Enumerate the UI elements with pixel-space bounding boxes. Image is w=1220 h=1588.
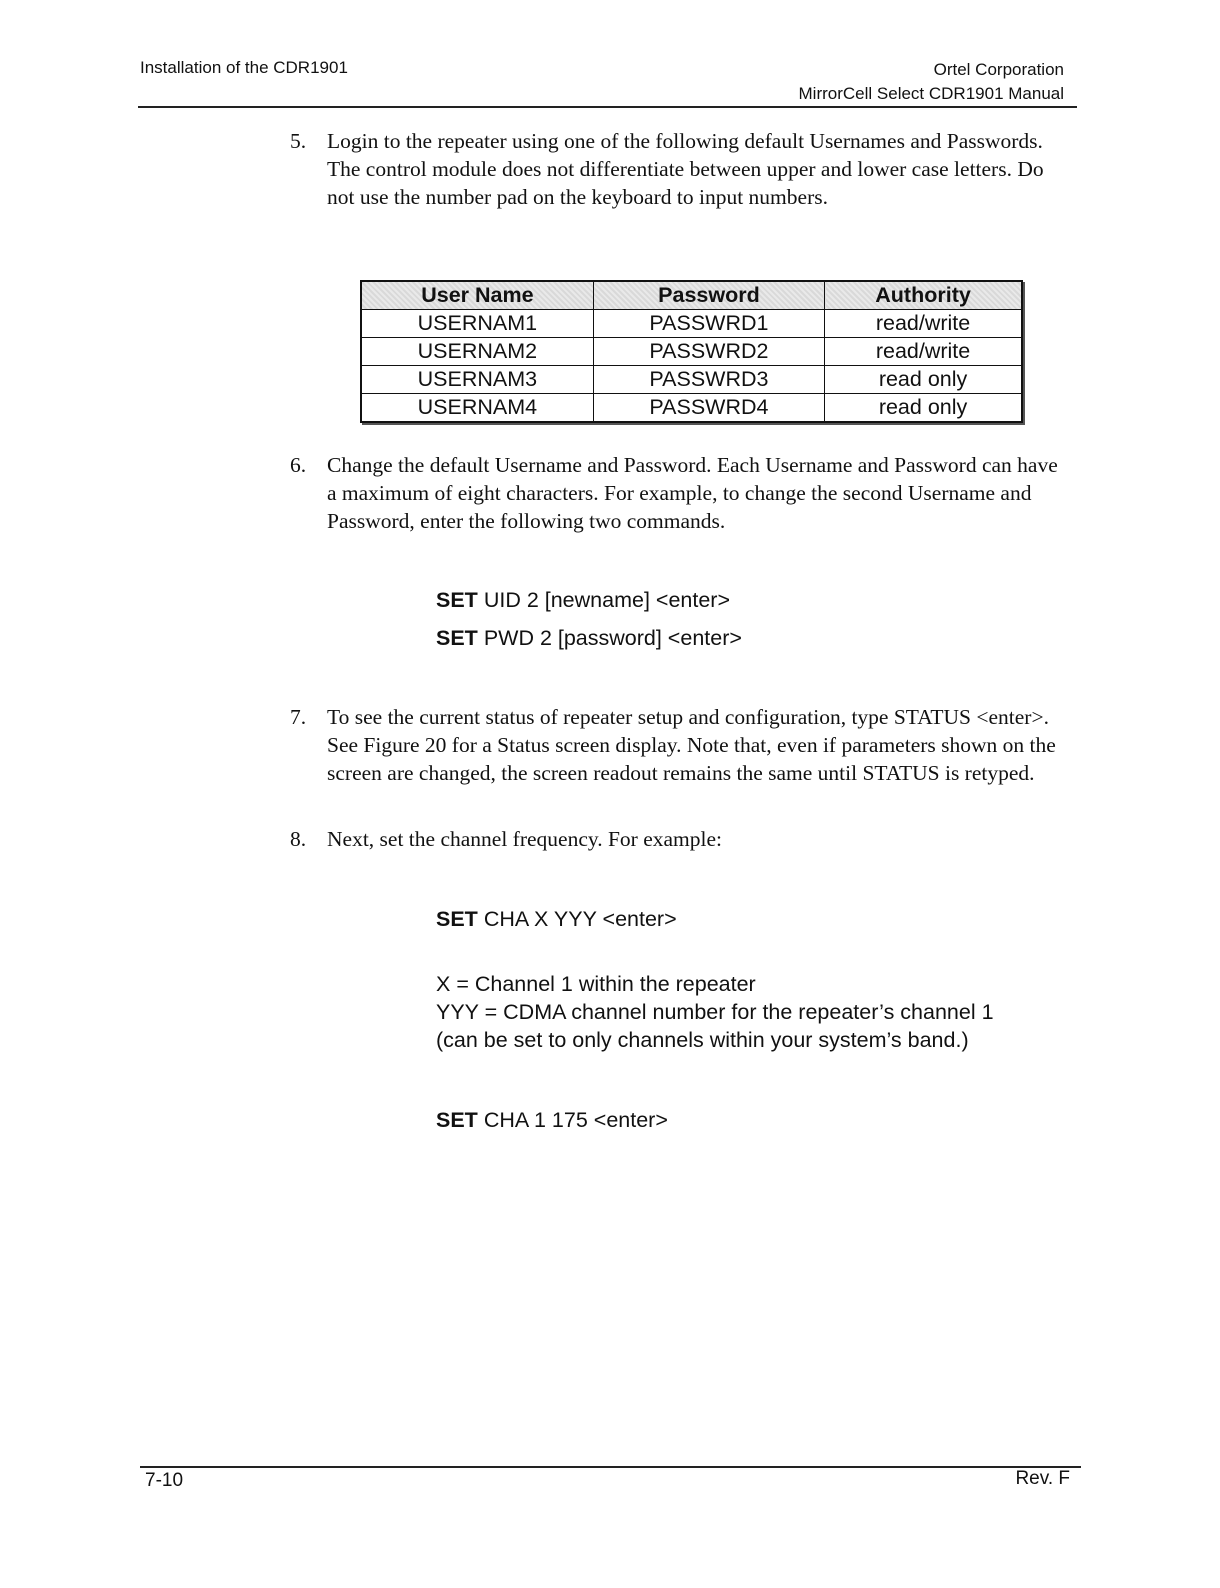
cell-authority: read/write bbox=[825, 310, 1022, 338]
command-set-pwd bbox=[436, 624, 742, 652]
cell-username: USERNAM2 bbox=[361, 338, 593, 366]
step-number: 8. bbox=[290, 827, 307, 851]
command-args: UID 2 [newname] <enter> bbox=[483, 588, 731, 612]
header-company: Ortel Corporation bbox=[933, 60, 1064, 79]
column-header-authority: Authority bbox=[825, 281, 1022, 310]
credentials-table bbox=[360, 280, 1023, 423]
table-row bbox=[361, 366, 1022, 394]
column-header-password: Password bbox=[593, 281, 824, 310]
header-divider bbox=[138, 106, 1077, 108]
cell-password: PASSWRD2 bbox=[593, 338, 824, 366]
table-row bbox=[361, 394, 1022, 423]
cell-authority: read only bbox=[825, 394, 1022, 423]
column-header-user-name: User Name bbox=[361, 281, 593, 310]
step-text: Login to the repeater using one of the following default Usernames and Passwords. The control module does not differentiate between upper and lower case letters. Do not use the number pad on the keyboard to input numbers. bbox=[327, 129, 1044, 209]
cell-password: PASSWRD3 bbox=[593, 366, 824, 394]
note-band: (can be set to only channels within your system’s band.) bbox=[436, 1028, 969, 1052]
command-set-uid bbox=[436, 586, 730, 614]
step-text: Next, set the channel frequency. For example: bbox=[327, 827, 723, 851]
command-args: PWD 2 [password] <enter> bbox=[483, 626, 742, 650]
cell-password: PASSWRD1 bbox=[593, 310, 824, 338]
footer-divider bbox=[140, 1466, 1081, 1468]
command-args: CHA 1 175 <enter> bbox=[483, 1108, 668, 1132]
command-set-cha-template bbox=[436, 905, 677, 933]
cell-username: USERNAM3 bbox=[361, 366, 593, 394]
step-text: Change the default Username and Password. Each Username and Password can have a maximum of eight characters. For example, to change the second Username and Password, enter the following two commands. bbox=[327, 453, 1058, 533]
command-keyword: SET bbox=[436, 907, 478, 931]
step-number: 7. bbox=[290, 705, 307, 729]
command-args: CHA X YYY <enter> bbox=[483, 907, 677, 931]
command-set-cha-example bbox=[436, 1106, 668, 1134]
note-x: X = Channel 1 within the repeater bbox=[436, 972, 756, 996]
command-keyword: SET bbox=[436, 1108, 478, 1132]
command-keyword: SET bbox=[436, 626, 478, 650]
command-keyword: SET bbox=[436, 588, 478, 612]
cell-password: PASSWRD4 bbox=[593, 394, 824, 423]
header-manual-title: MirrorCell Select CDR1901 Manual bbox=[798, 84, 1064, 103]
step-number: 6. bbox=[290, 453, 307, 477]
cell-username: USERNAM4 bbox=[361, 394, 593, 423]
cell-authority: read only bbox=[825, 366, 1022, 394]
revision-label: Rev. F bbox=[1015, 1468, 1070, 1489]
table-row bbox=[361, 338, 1022, 366]
header-section-title: Installation of the CDR1901 bbox=[140, 58, 348, 77]
cell-username: USERNAM1 bbox=[361, 310, 593, 338]
table-header-row bbox=[361, 281, 1022, 310]
table-row bbox=[361, 310, 1022, 338]
note-yyy: YYY = CDMA channel number for the repeater’s channel 1 bbox=[436, 1000, 994, 1024]
step-number: 5. bbox=[290, 129, 307, 153]
header-publisher bbox=[799, 58, 1064, 106]
cell-authority: read/write bbox=[825, 338, 1022, 366]
page-number: 7-10 bbox=[145, 1470, 184, 1491]
step-text: To see the current status of repeater setup and configuration, type STATUS <enter>. See Figure 20 for a Status screen display. Note that, even if parameters shown on the screen are changed, the screen readout remains the same until STATUS is retyped. bbox=[327, 705, 1056, 785]
